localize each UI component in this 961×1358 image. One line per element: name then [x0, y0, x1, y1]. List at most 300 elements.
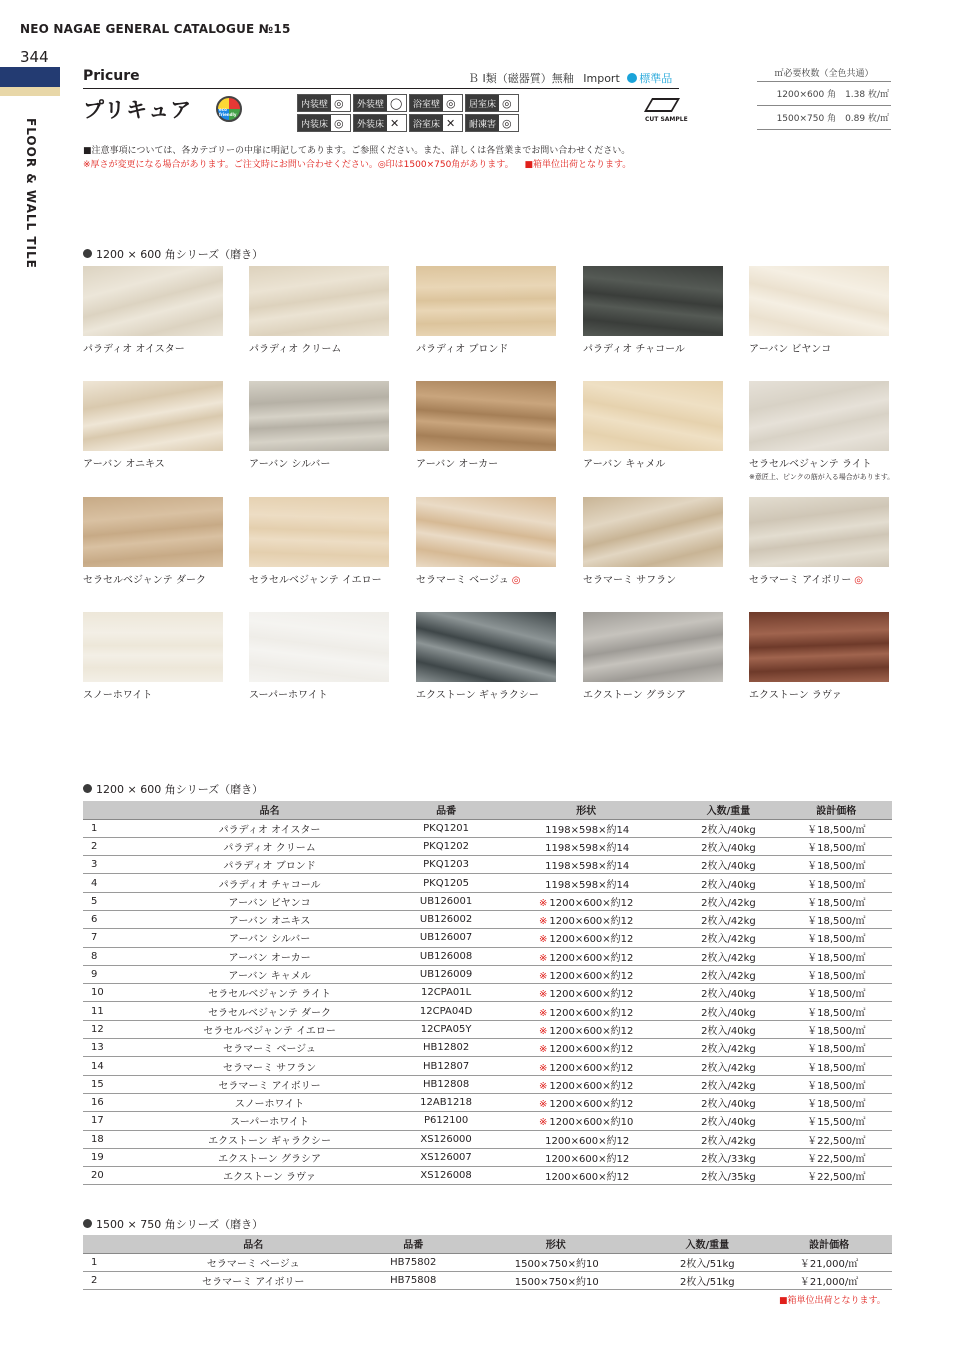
shape-dimensions: 1198×598×約14 [545, 861, 630, 873]
tile-name [583, 340, 723, 355]
product-shape [496, 874, 676, 892]
product-name: パラディオ クリーム [143, 837, 396, 855]
table-header-cell: 品名 [143, 801, 396, 819]
tile-image [416, 381, 556, 451]
pack-weight: 2枚入/42kg [676, 1039, 780, 1057]
design-price: ￥18,500/㎡ [781, 984, 892, 1002]
row-number: 6 [83, 910, 143, 928]
product-code: XS126000 [396, 1130, 496, 1148]
table-row [83, 910, 892, 928]
product-code: UB126001 [396, 892, 496, 910]
large-size-mark: ◎ [854, 575, 864, 586]
tile-swatch [749, 612, 889, 701]
table-header-cell: 設計価格 [766, 1235, 892, 1253]
tile-swatch [749, 497, 889, 586]
tile-swatch [583, 381, 723, 470]
shape-dimensions: 1200×600×約10 [549, 1117, 634, 1129]
product-name: セラセルベジャンテ ライト [143, 984, 396, 1002]
row-number: 9 [83, 965, 143, 983]
notes-box-shipping: ■箱単位出荷となります。 [524, 160, 632, 170]
product-shape [496, 1020, 676, 1038]
usage-label: 内装壁 [298, 95, 331, 111]
design-price: ￥22,500/㎡ [781, 1167, 892, 1185]
tile-name-text: セラセルベジャンテ イエロー [249, 575, 382, 586]
row-number: 8 [83, 947, 143, 965]
tile-swatch [83, 381, 223, 470]
usage-mark: ◎ [334, 96, 344, 110]
tile-name-text: パラディオ チャコール [583, 344, 685, 355]
usage-mark: ◎ [446, 96, 456, 110]
table-row [83, 1253, 892, 1271]
pack-weight: 2枚入/40kg [676, 1020, 780, 1038]
product-shape [496, 1167, 676, 1185]
shape-dimensions: 1198×598×約14 [545, 879, 630, 891]
tile-name-text: セラマーミ アイボリー [749, 575, 852, 586]
thickness-note-mark: ※ [538, 1080, 548, 1092]
pack-weight: 2枚入/40kg [676, 1093, 780, 1111]
table1-heading-text: 1200 × 600 角シリーズ（磨き） [96, 783, 264, 796]
shape-dimensions: 1200×600×約12 [549, 916, 634, 928]
tile-image [249, 381, 389, 451]
table-row [83, 1148, 892, 1166]
tile-name-text: セラマーミ サフラン [583, 575, 677, 586]
thickness-note-mark: ※ [538, 1007, 548, 1019]
tile-name [249, 340, 389, 355]
row-number: 5 [83, 892, 143, 910]
design-price: ￥18,500/㎡ [781, 929, 892, 947]
side-section-label: FLOOR & WALL TILE [24, 118, 38, 269]
tile-name [416, 571, 556, 586]
product-name: パラディオ オイスター [143, 819, 396, 837]
product-name: セラマーミ アイボリー [143, 1271, 363, 1289]
tile-image [416, 612, 556, 682]
design-price: ￥15,500/㎡ [781, 1112, 892, 1130]
required-quantity-title: ㎡必要枚数（全色共通） [757, 66, 891, 82]
shape-dimensions: 1198×598×約14 [545, 824, 630, 836]
row-number: 1 [83, 1253, 143, 1271]
cut-sample-icon [645, 98, 688, 123]
shape-dimensions: 1500×750×約10 [514, 1258, 599, 1270]
row-number: 10 [83, 984, 143, 1002]
tile-name-text: パラディオ クリーム [249, 344, 342, 355]
product-shape [496, 1039, 676, 1057]
tile-image [83, 266, 223, 336]
row-number: 7 [83, 929, 143, 947]
product-name: セラマーミ サフラン [143, 1057, 396, 1075]
product-shape [463, 1271, 648, 1289]
design-price: ￥18,500/㎡ [781, 1057, 892, 1075]
table-header-cell: 入数/重量 [648, 1235, 766, 1253]
product-shape [496, 1002, 676, 1020]
product-code: PKQ1201 [396, 819, 496, 837]
series-classification [468, 70, 672, 86]
usage-label: 外装床 [354, 115, 387, 131]
table-row [83, 947, 892, 965]
design-price: ￥18,500/㎡ [781, 910, 892, 928]
tile-name [249, 455, 389, 470]
tile-name [583, 571, 723, 586]
design-price: ￥18,500/㎡ [781, 1093, 892, 1111]
tile-name [749, 340, 889, 355]
pack-weight: 2枚入/40kg [676, 1002, 780, 1020]
shape-dimensions: 1200×600×約12 [545, 1153, 630, 1165]
product-shape [496, 1075, 676, 1093]
table-header-cell: 形状 [496, 801, 676, 819]
pack-weight: 2枚入/40kg [676, 874, 780, 892]
pack-weight: 2枚入/42kg [676, 892, 780, 910]
table-header-cell: 設計価格 [781, 801, 892, 819]
usage-cell [297, 94, 351, 112]
bullet-icon [83, 1219, 92, 1228]
product-shape [496, 837, 676, 855]
tile-image [583, 266, 723, 336]
table-row [83, 1130, 892, 1148]
row-number: 3 [83, 856, 143, 874]
usage-mark: ✕ [446, 116, 456, 130]
product-code: HB75808 [363, 1271, 463, 1289]
tile-swatch [416, 612, 556, 701]
tile-name [83, 340, 223, 355]
table-row [83, 984, 892, 1002]
tile-image [83, 381, 223, 451]
design-price: ￥18,500/㎡ [781, 819, 892, 837]
design-price: ￥18,500/㎡ [781, 965, 892, 983]
shape-dimensions: 1200×600×約12 [549, 934, 634, 946]
product-name: アーバン シルバー [143, 929, 396, 947]
product-code: P612100 [396, 1112, 496, 1130]
spec-table-1200x600 [83, 801, 892, 1185]
tile-image [249, 497, 389, 567]
header-divider [83, 88, 679, 89]
shape-dimensions: 1500×750×約10 [514, 1276, 599, 1288]
table-row [83, 1271, 892, 1289]
series-name-jp: プリキュア [83, 98, 193, 122]
tile-swatch [749, 266, 889, 355]
usage-cell [465, 94, 519, 112]
design-price: ￥18,500/㎡ [781, 1020, 892, 1038]
tile-image [749, 381, 889, 451]
required-quantity-row: 1500×750 角 0.89 枚/㎡ [757, 106, 891, 130]
row-number: 17 [83, 1112, 143, 1130]
table-row [83, 1002, 892, 1020]
product-name: パラディオ チャコール [143, 874, 396, 892]
product-name: セラマーミ ベージュ [143, 1039, 396, 1057]
tile-name-text: スーパーホワイト [249, 690, 328, 701]
tile-name-text: エクストーン ラヴァ [749, 690, 842, 701]
pack-weight: 2枚入/40kg [676, 1112, 780, 1130]
thickness-note-mark: ※ [538, 1062, 548, 1074]
row-number: 13 [83, 1039, 143, 1057]
tile-swatch [249, 612, 389, 701]
usage-label: 浴室壁 [410, 95, 443, 111]
shape-dimensions: 1200×600×約12 [549, 1044, 634, 1056]
design-price: ￥21,000/㎡ [766, 1271, 892, 1289]
table-row [83, 1112, 892, 1130]
row-number: 18 [83, 1130, 143, 1148]
product-code: HB12808 [396, 1075, 496, 1093]
table-header-cell: 品番 [396, 801, 496, 819]
table-row [83, 819, 892, 837]
tile-swatch [583, 497, 723, 586]
table-row [83, 837, 892, 855]
row-number: 16 [83, 1093, 143, 1111]
tile-name [583, 455, 723, 470]
tile-name [83, 571, 223, 586]
shape-dimensions: 1200×600×約12 [549, 1025, 634, 1037]
tile-image [749, 266, 889, 336]
table-header-cell: 品名 [143, 1235, 363, 1253]
product-name: アーバン オニキス [143, 910, 396, 928]
pack-weight: 2枚入/42kg [676, 1075, 780, 1093]
tile-image [83, 612, 223, 682]
design-price: ￥18,500/㎡ [781, 892, 892, 910]
product-name: アーバン キャメル [143, 965, 396, 983]
design-price: ￥18,500/㎡ [781, 1002, 892, 1020]
tile-name-text: セラセルベジャンテ ライト [749, 459, 872, 470]
tile-image [416, 266, 556, 336]
pack-weight: 2枚入/40kg [676, 984, 780, 1002]
usage-label: 内装床 [298, 115, 331, 131]
product-code: 12CPA04D [396, 1002, 496, 1020]
product-code: UB126007 [396, 929, 496, 947]
cut-sample-label: CUT SAMPLE [645, 116, 688, 123]
thickness-note-mark: ※ [538, 916, 548, 928]
product-name: エクストーン ラヴァ [143, 1167, 396, 1185]
pack-weight: 2枚入/35kg [676, 1167, 780, 1185]
row-number: 11 [83, 1002, 143, 1020]
product-shape [496, 1057, 676, 1075]
product-code: PKQ1203 [396, 856, 496, 874]
table-row [83, 892, 892, 910]
table-header-cell: 入数/重量 [676, 801, 780, 819]
pack-weight: 2枚入/42kg [676, 929, 780, 947]
page-tab-band [0, 67, 60, 87]
usage-mark: ✕ [390, 116, 400, 130]
table-row [83, 965, 892, 983]
product-code: HB12807 [396, 1057, 496, 1075]
design-price: ￥18,500/㎡ [781, 1075, 892, 1093]
shape-dimensions: 1198×598×約14 [545, 842, 630, 854]
pack-weight: 2枚入/40kg [676, 819, 780, 837]
design-price: ￥18,500/㎡ [781, 874, 892, 892]
tile-swatch [416, 266, 556, 355]
thickness-note-mark: ※ [538, 1099, 548, 1111]
tile-image [249, 612, 389, 682]
tile-image [749, 497, 889, 567]
shape-dimensions: 1200×600×約12 [549, 952, 634, 964]
product-code: HB75802 [363, 1253, 463, 1271]
product-shape [496, 947, 676, 965]
notes-line-2 [83, 158, 631, 172]
usage-label: 居室床 [466, 95, 499, 111]
table-row [83, 1075, 892, 1093]
required-quantity-box [757, 66, 891, 130]
pack-weight: 2枚入/42kg [676, 1130, 780, 1148]
tile-image [583, 497, 723, 567]
product-name: セラマーミ アイボリー [143, 1075, 396, 1093]
table-row [83, 1093, 892, 1111]
shape-dimensions: 1200×600×約12 [549, 897, 634, 909]
tile-image [249, 266, 389, 336]
product-shape [496, 1093, 676, 1111]
usage-label: 浴室床 [410, 115, 443, 131]
usage-mark: ◎ [502, 116, 512, 130]
product-code: PKQ1205 [396, 874, 496, 892]
page-tab-band-accent [0, 87, 60, 96]
pack-weight: 2枚入/51kg [648, 1271, 766, 1289]
thickness-note-mark: ※ [538, 989, 548, 1001]
tile-name [416, 340, 556, 355]
product-shape [496, 1130, 676, 1148]
spec-table-1500x750 [83, 1235, 892, 1290]
bullet-icon [83, 249, 92, 258]
tile-name [416, 686, 556, 701]
product-name: パラディオ ブロンド [143, 856, 396, 874]
standard-label: 標準品 [639, 72, 673, 85]
tile-name-text: アーバン ビヤンコ [749, 344, 832, 355]
usage-mark: ◎ [334, 116, 344, 130]
tile-name [249, 686, 389, 701]
product-shape [496, 910, 676, 928]
usage-cell [297, 114, 351, 132]
footer-note: ■箱単位出荷となります。 [779, 1296, 886, 1306]
row-number: 12 [83, 1020, 143, 1038]
product-code: 12AB1218 [396, 1093, 496, 1111]
tile-name [83, 455, 223, 470]
thickness-note-mark: ※ [538, 971, 548, 983]
tile-swatch [583, 266, 723, 355]
design-price: ￥21,000/㎡ [766, 1253, 892, 1271]
product-shape [496, 1148, 676, 1166]
tile-swatch [249, 381, 389, 470]
product-code: UB126008 [396, 947, 496, 965]
tile-swatch [416, 497, 556, 586]
product-code: XS126007 [396, 1148, 496, 1166]
row-number: 19 [83, 1148, 143, 1166]
tile-name-text: パラディオ オイスター [83, 344, 185, 355]
tile-name-text: パラディオ ブロンド [416, 344, 509, 355]
tile-name-text: アーバン オニキス [83, 459, 165, 470]
product-name: スーパーホワイト [143, 1112, 396, 1130]
product-shape [496, 965, 676, 983]
pack-weight: 2枚入/42kg [676, 965, 780, 983]
product-code: UB126009 [396, 965, 496, 983]
table-header-cell [83, 1235, 143, 1253]
tile-name-text: エクストーン ギャラクシー [416, 690, 539, 701]
bullet-icon [83, 784, 92, 793]
product-code: PKQ1202 [396, 837, 496, 855]
tile-swatch [249, 497, 389, 586]
usage-cell [353, 114, 407, 132]
notes [83, 144, 631, 172]
row-number: 14 [83, 1057, 143, 1075]
tile-image [416, 497, 556, 567]
table-row [83, 1167, 892, 1185]
table-row [83, 856, 892, 874]
product-name: セラセルベジャンテ ダーク [143, 1002, 396, 1020]
product-code: UB126002 [396, 910, 496, 928]
tile-name-text: アーバン オーカー [416, 459, 499, 470]
eco-friendly-label: eco friendly [219, 107, 237, 117]
shape-dimensions: 1200×600×約12 [549, 1080, 634, 1092]
row-number: 2 [83, 837, 143, 855]
table-row [83, 1020, 892, 1038]
tile-name [749, 686, 889, 701]
notes-line-1: ■注意事項については、各カテゴリーの中扉に明記してあります。ご参照ください。また、詳しくは各営業までお問い合わせください。 [83, 146, 631, 156]
tile-note: ※意匠上、ピンクの筋が入る場合があります。 [749, 473, 895, 481]
series-name-en: Pricure [83, 68, 140, 84]
product-shape [496, 892, 676, 910]
tile-swatch [749, 381, 895, 482]
gallery-heading-text: 1200 × 600 角シリーズ（磨き） [96, 248, 264, 261]
tile-name-text: スノーホワイト [83, 690, 153, 701]
table2-heading [83, 1216, 263, 1232]
product-shape [496, 1112, 676, 1130]
product-name: アーバン オーカー [143, 947, 396, 965]
design-price: ￥18,500/㎡ [781, 837, 892, 855]
pack-weight: 2枚入/42kg [676, 910, 780, 928]
thickness-note-mark: ※ [538, 1117, 548, 1129]
usage-label: 外装壁 [354, 95, 387, 111]
tile-name [249, 571, 389, 586]
tile-swatch [83, 266, 223, 355]
shape-dimensions: 1200×600×約12 [549, 1099, 634, 1111]
eco-friendly-icon [216, 96, 242, 122]
product-name: セラセルベジャンテ イエロー [143, 1020, 396, 1038]
row-number: 1 [83, 819, 143, 837]
shape-dimensions: 1200×600×約12 [549, 1062, 634, 1074]
shape-dimensions: 1200×600×約12 [545, 1172, 630, 1184]
shape-dimensions: 1200×600×約12 [549, 989, 634, 1001]
tile-swatch [83, 612, 223, 701]
page-number: 344 [20, 48, 49, 66]
tile-name-text: セラマーミ ベージュ [416, 575, 509, 586]
product-name: アーバン ビヤンコ [143, 892, 396, 910]
tile-name [749, 455, 889, 470]
thickness-note-mark: ※ [538, 1025, 548, 1037]
tile-name [749, 571, 889, 586]
usage-cell [409, 114, 463, 132]
usage-grid [297, 94, 519, 132]
product-shape [496, 856, 676, 874]
product-code: HB12802 [396, 1039, 496, 1057]
shape-dimensions: 1200×600×約12 [549, 971, 634, 983]
table-row [83, 874, 892, 892]
design-price: ￥18,500/㎡ [781, 856, 892, 874]
tile-swatch [83, 497, 223, 586]
product-name: エクストーン グラシア [143, 1148, 396, 1166]
catalogue-title: NEO NAGAE GENERAL CATALOGUE №15 [20, 22, 291, 36]
product-shape [496, 984, 676, 1002]
series-origin: Import [583, 72, 620, 85]
usage-label: 耐凍害 [466, 115, 499, 131]
tile-name [83, 686, 223, 701]
gallery-heading [83, 246, 263, 262]
table-header-cell [83, 801, 143, 819]
product-name: エクストーン ギャラクシー [143, 1130, 396, 1148]
required-quantity-row: 1200×600 角 1.38 枚/㎡ [757, 82, 891, 106]
row-number: 20 [83, 1167, 143, 1185]
product-shape [496, 929, 676, 947]
table-row [83, 1057, 892, 1075]
shape-dimensions: 1200×600×約12 [549, 1007, 634, 1019]
product-code: 12CPA05Y [396, 1020, 496, 1038]
thickness-note-mark: ※ [538, 1044, 548, 1056]
tile-name [583, 686, 723, 701]
row-number: 15 [83, 1075, 143, 1093]
tile-image [583, 381, 723, 451]
product-code: XS126008 [396, 1167, 496, 1185]
